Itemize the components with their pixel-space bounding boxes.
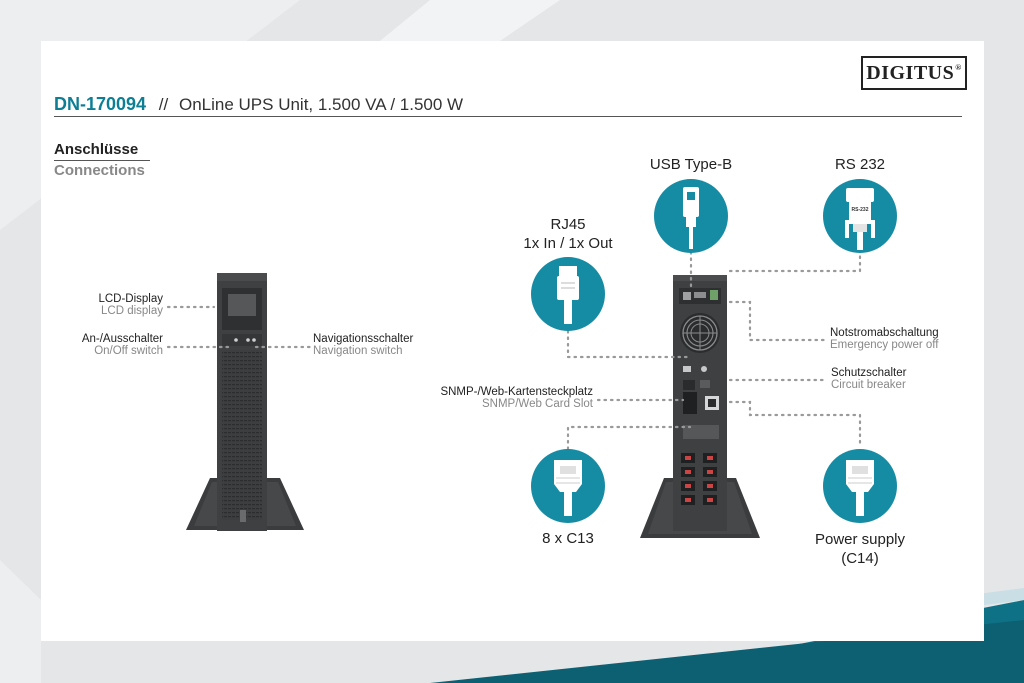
label-circuit-breaker (831, 367, 906, 391)
label-power-line2: (C14) (841, 550, 879, 567)
label-rj45 (508, 215, 628, 253)
label-epo-de: Notstromabschaltung (830, 327, 939, 339)
label-lcd (40, 293, 163, 317)
ups-front-view (186, 273, 304, 531)
label-snmp-en: SNMP/Web Card Slot (482, 398, 593, 410)
label-rj45-line2: 1x In / 1x Out (523, 235, 613, 252)
product-code: DN-170094 (54, 94, 147, 114)
label-epo-en: Emergency power off (830, 339, 939, 351)
label-navigation-switch (313, 333, 413, 357)
rj45-plug-icon (531, 257, 605, 331)
leader-lines (168, 252, 860, 449)
front-power-button (234, 338, 238, 342)
logo-text: DIGITUS (866, 61, 955, 84)
label-emergency-power-off (830, 327, 939, 351)
label-breaker-en: Circuit breaker (831, 379, 906, 391)
section-title-en: Connections (54, 162, 145, 179)
label-power-switch (40, 333, 163, 357)
c13-plug-icon (531, 449, 605, 523)
logo-registered: ® (955, 62, 962, 72)
section-title-de: Anschlüsse (54, 141, 139, 158)
label-rs232: RS 232 (834, 156, 886, 173)
rs232-connector-icon (823, 179, 897, 253)
label-lcd-de: LCD-Display (98, 293, 163, 305)
label-breaker-de: Schutzschalter (831, 367, 907, 379)
c14-power-plug-icon (823, 449, 897, 523)
label-nav-de: Navigationsschalter (313, 333, 414, 345)
label-lcd-en: LCD display (101, 305, 163, 317)
label-power-de: An-/Ausschalter (81, 333, 163, 345)
label-snmp-de: SNMP-/Web-Kartensteckplatz (440, 386, 593, 398)
label-power-line1: Power supply (814, 531, 906, 548)
usb-type-b-icon (654, 179, 728, 253)
label-nav-en: Navigation switch (313, 345, 403, 357)
label-power-supply (800, 530, 920, 568)
label-snmp-slot (420, 386, 593, 410)
label-c13: 8 x C13 (542, 530, 594, 547)
product-name: OnLine UPS Unit, 1.500 VA / 1.500 W (178, 95, 464, 114)
label-usb: USB Type-B (649, 156, 733, 173)
ups-rear-view (640, 275, 760, 538)
label-power-en: On/Off switch (94, 345, 163, 357)
title-separator: // (158, 95, 169, 114)
label-rj45-line1: RJ45 (550, 216, 586, 233)
rs232-plug-text: RS-232 (851, 207, 869, 213)
